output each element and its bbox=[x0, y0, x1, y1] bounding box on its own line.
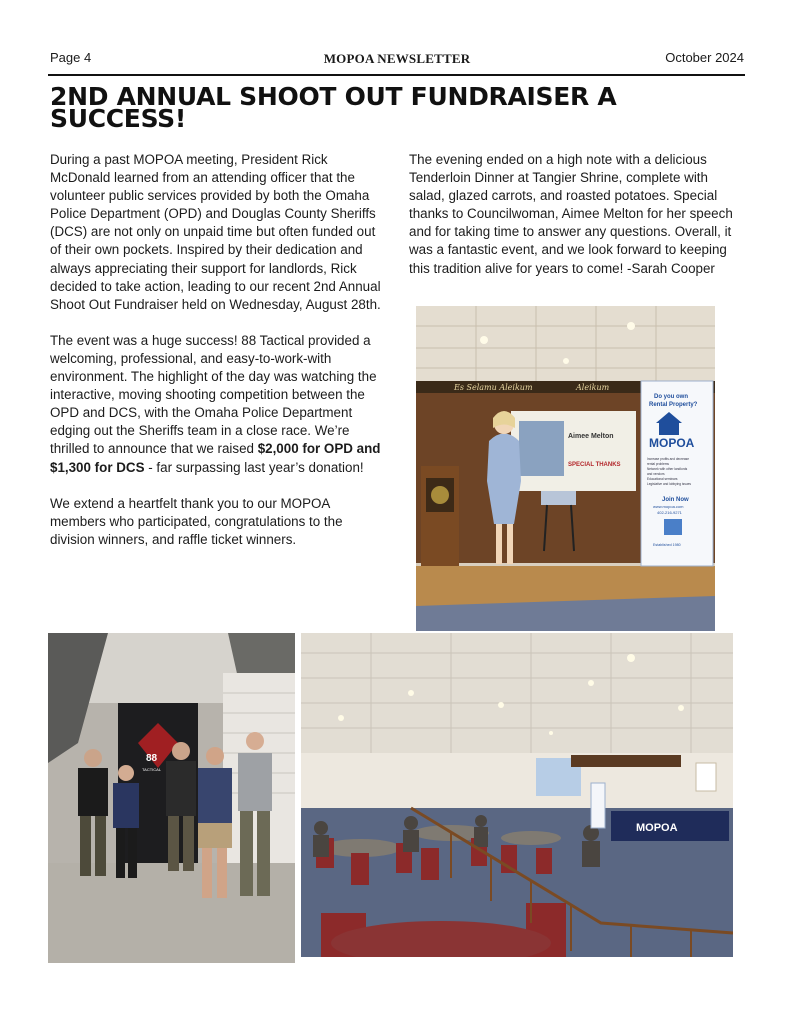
banner-text-2: Aleikum bbox=[576, 383, 610, 392]
donation-amounts: $2,000 for OPD and $1,300 for DCS bbox=[50, 441, 381, 475]
header-rule bbox=[48, 74, 745, 76]
stand-logo: MOPOA bbox=[649, 436, 695, 450]
stand-question-1: Do you own bbox=[654, 394, 688, 400]
paragraph-intro: During a past MOPOA meeting, President Rick McDonald learned from an attending officer that the volunteer public services provided by both the Omaha Police Department (OPD) and Douglas County Sheriffs (DCS) are not only on unpaid time but often funded out of their own pockets. Inspired by their dedication and always appreciating their support for landlords, Rick decided to take action, leading to our recent 2nd Annual Shoot Out Fundraiser held on Wednesday, August 28th. bbox=[50, 152, 381, 312]
table-banner: MOPOA bbox=[636, 822, 678, 834]
article-column-right bbox=[409, 151, 739, 296]
stand-line: Educational seminars bbox=[647, 477, 678, 481]
paragraph-thanks: We extend a heartfelt thank you to our MOPOA members who participated, congratulations to the division winners, and raffle ticket winners. bbox=[50, 495, 343, 547]
screen-text-1: Aimee Melton bbox=[568, 433, 614, 440]
stand-join: Join Now bbox=[662, 497, 689, 503]
stand-footer: Established 1980 bbox=[653, 543, 681, 547]
stand-line: Increase profits and decrease bbox=[647, 457, 689, 461]
issue-date: October 2024 bbox=[665, 50, 744, 65]
screen-text-2: SPECIAL THANKS bbox=[568, 462, 621, 468]
range-sign-sub: TACTICAL bbox=[142, 767, 162, 772]
page-number: Page 4 bbox=[50, 50, 92, 65]
stand-phone: 402-216-9271 bbox=[657, 510, 682, 515]
stand-line: and vendors bbox=[647, 472, 665, 476]
paragraph-dinner: The evening ended on a high note with a delicious Tenderloin Dinner at Tangier Shrine, complete with salad, glazed carrots, and roasted potatoes. Special thanks to Councilwoman, Aimee Melton for her speech and for taking time to answer any questions. Overall, it was a fantastic event, and we look forward to keeping this tradition alive for years to come! -Sarah Cooper bbox=[409, 152, 733, 276]
paragraph-event-start: The event was a huge success! 88 Tactical provided a welcoming, professional, and easy-to-work-with environment. The highlight of the day was watching the interactive, moving shooting competition between the OPD and DCS, with the Omaha Police Department edging out the Sheriffs team in a close race. We’re thrilled to announce that we raised bbox=[50, 332, 377, 457]
article-column-left bbox=[50, 151, 385, 567]
range-group-photo bbox=[48, 633, 295, 963]
paragraph-event bbox=[50, 332, 385, 477]
newsletter-name: MOPOA NEWSLETTER bbox=[323, 51, 471, 66]
range-sign: 88 bbox=[146, 753, 158, 764]
stand-line: Network with other landlords bbox=[647, 467, 688, 471]
speaker-photo bbox=[416, 306, 715, 631]
paragraph-event-end: - far surpassing last year’s donation! bbox=[144, 459, 364, 475]
banner-text: Es Selamu Aleikum bbox=[454, 383, 533, 392]
stand-question-2: Rental Property? bbox=[649, 402, 698, 408]
dinner-hall-photo bbox=[301, 633, 733, 957]
stand-line: Legislative and lobbying issues bbox=[647, 482, 691, 486]
article-title: 2ND ANNUAL SHOOT OUT FUNDRAISER A SUCCESS! bbox=[50, 82, 617, 133]
stand-url: www.mopoa.com bbox=[653, 504, 684, 509]
page-header bbox=[50, 50, 744, 70]
stand-line: rental problems bbox=[647, 462, 669, 466]
